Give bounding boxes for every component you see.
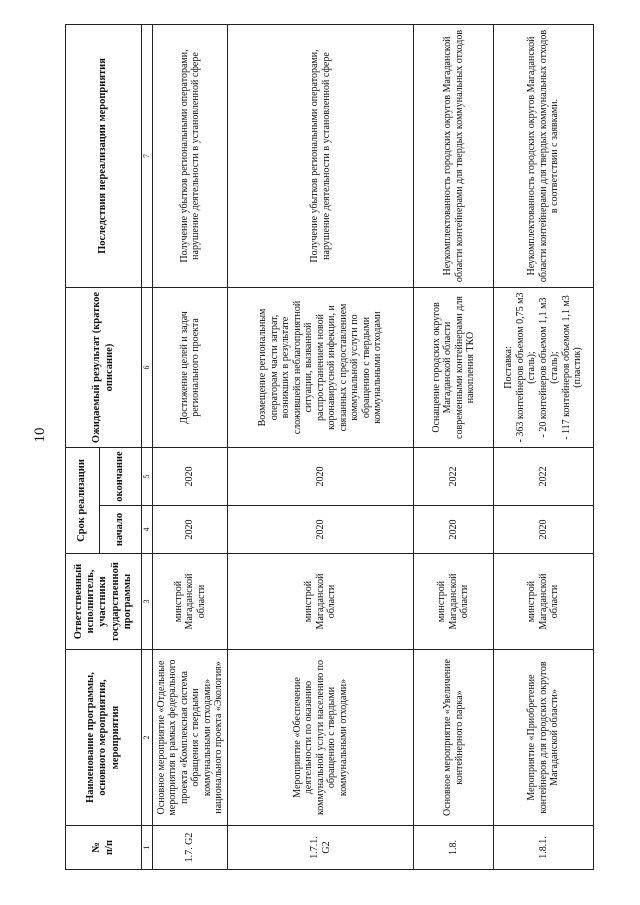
row-responsible: минстрой Магаданской области bbox=[414, 554, 494, 650]
table-row bbox=[494, 25, 594, 870]
col-number: 2 bbox=[142, 650, 153, 826]
row-num: 1.8.1. bbox=[494, 826, 594, 870]
col-number: 4 bbox=[142, 506, 153, 554]
header-num: № п/п bbox=[66, 826, 142, 870]
header-term: Срок реализации bbox=[66, 448, 100, 554]
table-row bbox=[414, 25, 494, 870]
col-number: 3 bbox=[142, 554, 153, 650]
header-result: Ожидаемый результат (краткое описание) bbox=[66, 288, 142, 448]
row-name: Основное мероприятие «Увеличение контейнерного парка» bbox=[414, 650, 494, 826]
page-number: 10 bbox=[32, 427, 48, 443]
row-end: 2022 bbox=[414, 448, 494, 506]
header-consequence: Последствия нереализации мероприятия bbox=[66, 25, 142, 288]
row-result: Поставка: - 363 контейнеров объемом 0,75 м3 (сталь); - 20 контейнеров объемом 1,1 м3 (сталь); - 117 контейнеров объемом 1,1 м3 (пластик) bbox=[494, 288, 594, 448]
program-table bbox=[65, 24, 594, 870]
row-responsible: минстрой Магаданской области bbox=[494, 554, 594, 650]
row-name: Мероприятие «Приобретение контейнеров для городских округов Магаданской области» bbox=[494, 650, 594, 826]
row-start: 2020 bbox=[228, 506, 414, 554]
row-consequence: Получение убытков региональными операторами, нарушение деятельности в установленной сфере bbox=[228, 25, 414, 288]
row-consequence: Неукомплектованность городских округов Магаданской области контейнерами для твердых коммунальных отходов в соответствии с заявками. bbox=[494, 25, 594, 288]
row-num: 1.8. bbox=[414, 826, 494, 870]
col-number: 5 bbox=[142, 448, 153, 506]
row-result: Достижение целей и задач регионального проекта bbox=[153, 288, 228, 448]
row-end: 2022 bbox=[494, 448, 594, 506]
table-row bbox=[153, 25, 228, 870]
landscape-page bbox=[65, 25, 585, 870]
header-end: окончание bbox=[100, 448, 142, 506]
header-start: начало bbox=[100, 506, 142, 554]
row-num: 1.7.1. G2 bbox=[228, 826, 414, 870]
row-end: 2020 bbox=[153, 448, 228, 506]
row-name: Основное мероприятие «Отдельные мероприятия в рамках федерального проекта «Комплексная система обращения с твердыми коммунальными отходами» национального проекта «Экология» bbox=[153, 650, 228, 826]
row-result: Возмещение региональным операторам части затрат, возникших в результате сложившейся неблагоприятной ситуации, вызванной распространением новой коронавирусной инфекции, и связанных с предоставлением коммунальной услуги по обращению с твердыми коммунальными отходами bbox=[228, 288, 414, 448]
row-end: 2020 bbox=[228, 448, 414, 506]
col-number: 6 bbox=[142, 288, 153, 448]
row-start: 2020 bbox=[494, 506, 594, 554]
col-number: 1 bbox=[142, 826, 153, 870]
row-num: 1.7. G2 bbox=[153, 826, 228, 870]
rotated-table-container bbox=[65, 25, 585, 870]
row-name: Мероприятие «Обеспечение деятельности по оказанию коммунальной услуги населению по обращению с твердыми коммунальными отходами» bbox=[228, 650, 414, 826]
row-consequence: Получение убытков региональными операторами, нарушение деятельности в установленной сфере bbox=[153, 25, 228, 288]
row-responsible: минстрой Магаданской области bbox=[228, 554, 414, 650]
table-row bbox=[228, 25, 414, 870]
header-responsible: Ответственный исполнитель, участники государственной программы bbox=[66, 554, 142, 650]
row-responsible: минстрой Магаданской области bbox=[153, 554, 228, 650]
row-result: Оснащение городских округов Магаданской области современными контейнерами для накопления ТКО bbox=[414, 288, 494, 448]
row-start: 2020 bbox=[153, 506, 228, 554]
header-name: Наименование программы, основного мероприятия, мероприятия bbox=[66, 650, 142, 826]
row-start: 2020 bbox=[414, 506, 494, 554]
row-consequence: Неукомплектованность городских округов Магаданской области контейнерами для твердых коммунальных отходов bbox=[414, 25, 494, 288]
col-number: 7 bbox=[142, 25, 153, 288]
